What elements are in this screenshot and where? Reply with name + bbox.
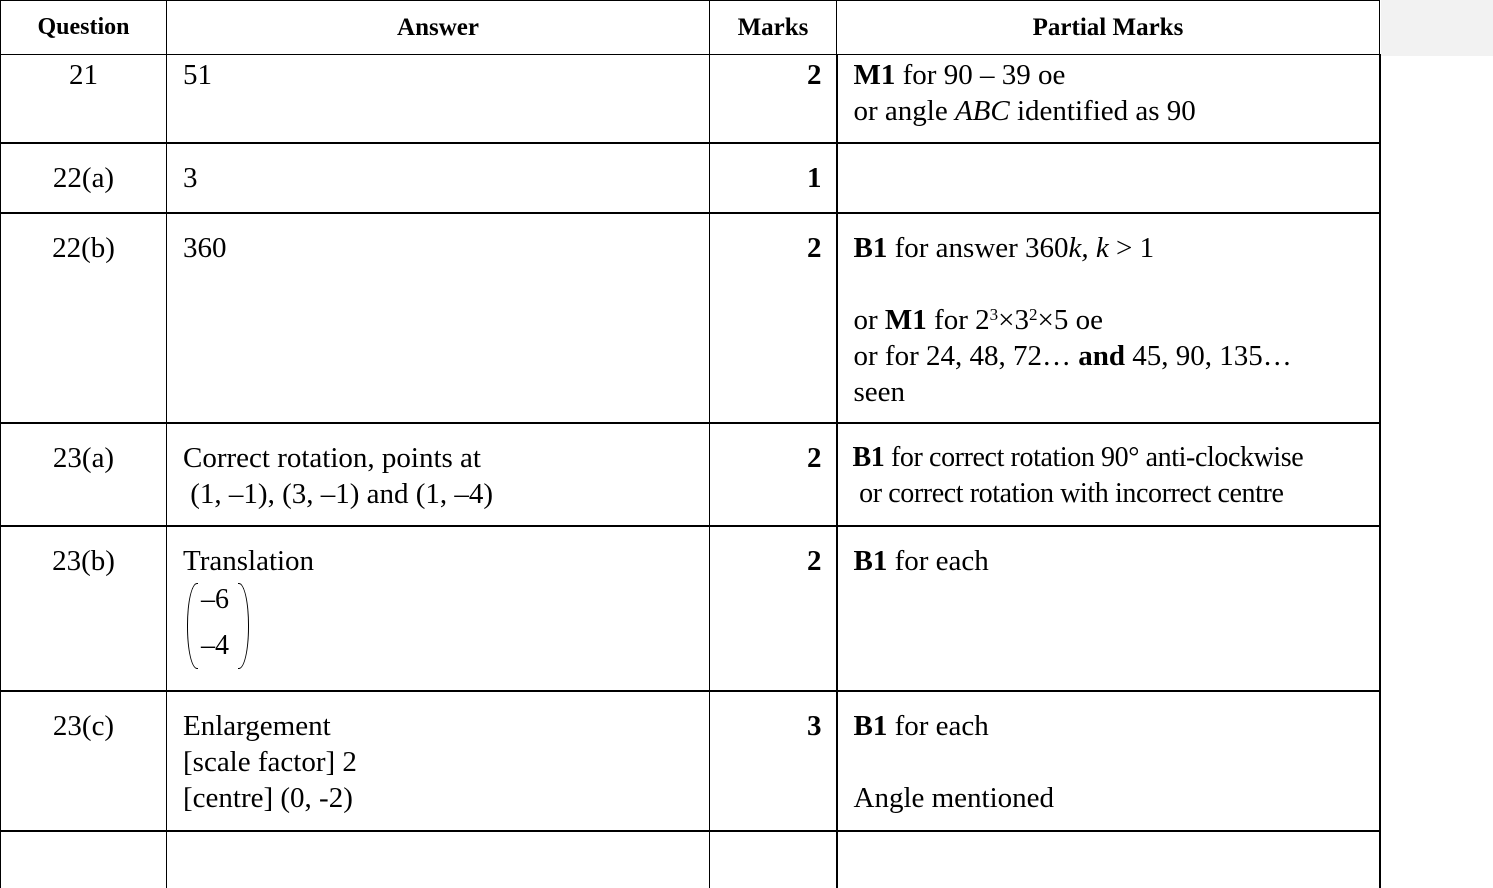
column-vector xyxy=(187,583,249,669)
partial-text: ×5 oe xyxy=(1037,304,1103,336)
header-question: Question xyxy=(1,1,167,55)
partial-line: Angle mentioned xyxy=(853,782,1055,814)
marks-cell: 2 xyxy=(710,55,837,144)
exponent: 2 xyxy=(1028,305,1038,324)
variable-k: k, xyxy=(1068,232,1089,264)
answer-line: Translation xyxy=(183,545,315,577)
marks-cell: 2 xyxy=(710,423,837,526)
mark-code: M1 xyxy=(884,304,927,336)
mark-code: B1 xyxy=(853,710,888,742)
answer-line: [centre] (0, -2) xyxy=(183,782,353,814)
partial-text: > 1 xyxy=(1108,232,1155,264)
partial-text: for answer 360 xyxy=(887,232,1069,264)
question-cell: 21 xyxy=(1,55,167,144)
header-answer: Answer xyxy=(167,1,710,55)
partial-line xyxy=(854,708,1379,744)
partial-text: for correct rotation 90° anti-clockwise xyxy=(884,442,1304,473)
vector-bottom-value: –4 xyxy=(201,630,229,661)
partial-text: for 90 – 39 oe xyxy=(895,59,1066,91)
partial-line xyxy=(854,93,1379,129)
partial-marks-cell xyxy=(837,831,1380,888)
mark-code: B1 xyxy=(853,232,888,264)
partial-line xyxy=(854,543,1379,579)
answer-cell xyxy=(167,423,710,526)
table-row xyxy=(1,831,1380,888)
table-row xyxy=(1,55,1380,144)
question-cell: 22(b) xyxy=(1,213,167,423)
angle-label: ABC xyxy=(954,95,1010,127)
partial-text: for each xyxy=(887,710,989,742)
table-row xyxy=(1,526,1380,691)
partial-text: or for 24, 48, 72… xyxy=(853,340,1079,372)
answer-cell: 51 xyxy=(167,55,710,144)
partial-text: for each xyxy=(887,545,989,577)
variable-k: k xyxy=(1088,232,1109,264)
marks-cell xyxy=(710,831,837,888)
partial-marks-cell xyxy=(837,691,1380,831)
partial-text: ×3 xyxy=(998,304,1029,336)
partial-line xyxy=(854,57,1379,93)
marks-cell: 2 xyxy=(710,526,837,691)
partial-text: 45, 90, 135… xyxy=(1125,340,1292,372)
partial-text: identified as 90 xyxy=(1009,95,1196,127)
table-row xyxy=(1,691,1380,831)
left-bracket xyxy=(187,583,198,669)
partial-marks-cell xyxy=(837,55,1380,144)
partial-marks-cell xyxy=(837,213,1380,423)
table-row xyxy=(1,213,1380,423)
marks-cell: 1 xyxy=(710,143,837,213)
and-keyword: and xyxy=(1078,340,1125,372)
question-cell: 23(b) xyxy=(1,526,167,691)
spacer xyxy=(854,744,1379,780)
table-row xyxy=(1,143,1380,213)
partial-text: or xyxy=(853,304,885,336)
mark-code: B1 xyxy=(852,442,885,473)
answer-line: Enlargement xyxy=(183,710,331,742)
partial-line: or correct rotation with incorrect centre xyxy=(852,478,1284,509)
question-cell: 22(a) xyxy=(1,143,167,213)
partial-line xyxy=(854,230,1379,266)
spacer xyxy=(854,266,1379,302)
partial-text: or angle xyxy=(853,95,955,127)
partial-line: seen xyxy=(853,376,906,408)
answer-cell xyxy=(167,526,710,691)
header-row xyxy=(1,1,1380,55)
answer-line: (1, –1), (3, –1) and (1, –4) xyxy=(183,478,494,510)
partial-marks-cell xyxy=(837,526,1380,691)
marks-cell: 2 xyxy=(710,213,837,423)
partial-marks-cell xyxy=(837,143,1380,213)
partial-line xyxy=(854,302,1379,338)
partial-line xyxy=(853,440,1379,476)
header-partial-marks: Partial Marks xyxy=(837,1,1380,55)
answer-cell: 3 xyxy=(167,143,710,213)
right-bracket xyxy=(238,583,249,669)
marks-cell: 3 xyxy=(710,691,837,831)
question-cell xyxy=(1,831,167,888)
answer-line: [scale factor] 2 xyxy=(183,746,357,778)
mark-code: B1 xyxy=(853,545,888,577)
partial-marks-cell xyxy=(837,423,1380,526)
exponent: 3 xyxy=(989,305,999,324)
mark-code: M1 xyxy=(853,59,896,91)
answer-cell xyxy=(167,831,710,888)
question-cell: 23(a) xyxy=(1,423,167,526)
answer-cell: 360 xyxy=(167,213,710,423)
answer-cell xyxy=(167,691,710,831)
partial-text: for 2 xyxy=(926,304,990,336)
answer-line: Correct rotation, points at xyxy=(183,442,481,474)
header-marks: Marks xyxy=(710,1,837,55)
vector-top-value: –6 xyxy=(201,584,229,615)
partial-line xyxy=(854,338,1379,374)
question-cell: 23(c) xyxy=(1,691,167,831)
table-row xyxy=(1,423,1380,526)
